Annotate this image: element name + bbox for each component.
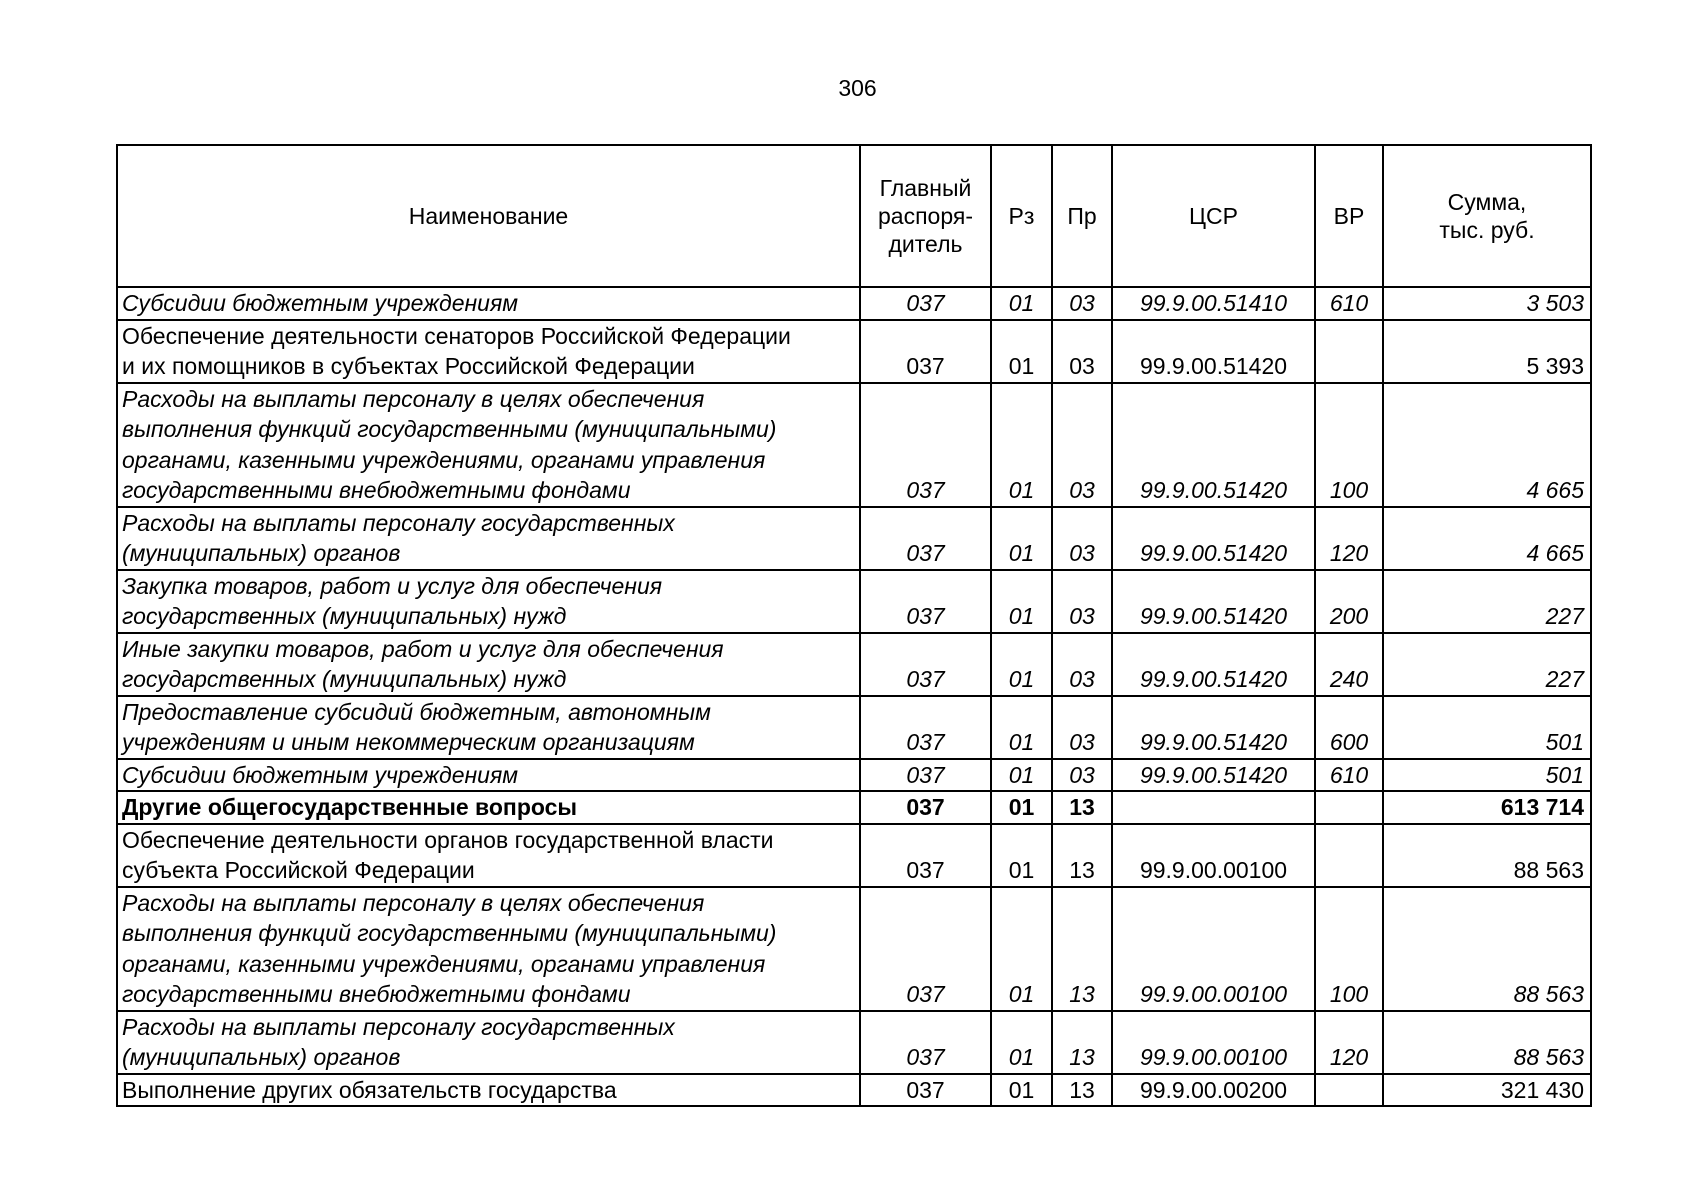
cell-csr: 99.9.00.51420 — [1112, 383, 1315, 507]
cell-gr: 037 — [860, 633, 991, 696]
cell-rz: 01 — [991, 1074, 1052, 1107]
header-row — [117, 145, 1591, 287]
cell-gr: 037 — [860, 791, 991, 824]
cell-name — [117, 320, 860, 383]
header-rz: Рз — [991, 145, 1052, 287]
cell-name-line: Другие общегосударственные вопросы — [122, 794, 578, 820]
cell-gr: 037 — [860, 383, 991, 507]
cell-name — [117, 507, 860, 570]
cell-rz: 01 — [991, 507, 1052, 570]
cell-csr: 99.9.00.51420 — [1112, 759, 1315, 792]
cell-sum: 88 563 — [1383, 1011, 1591, 1074]
cell-pr: 03 — [1052, 633, 1112, 696]
cell-rz: 01 — [991, 759, 1052, 792]
cell-name — [117, 383, 860, 507]
cell-name-line: Субсидии бюджетным учреждениям — [122, 761, 519, 788]
cell-rz: 01 — [991, 824, 1052, 887]
cell-gr: 037 — [860, 824, 991, 887]
cell-vr: 120 — [1315, 507, 1383, 570]
header-vr: ВР — [1315, 145, 1383, 287]
table-row — [117, 320, 1591, 383]
header-gr-line: Главный — [879, 175, 972, 201]
cell-name-line: Предоставление субсидий бюджетным, автономным — [122, 698, 711, 725]
cell-name-line: учреждениям и иным некоммерческим организациям — [122, 729, 695, 755]
cell-name-line: Расходы на выплаты персоналу в целях обеспечения — [122, 385, 705, 412]
cell-name-line: субъекта Российской Федерации — [122, 857, 475, 883]
cell-name — [117, 1074, 860, 1107]
cell-name-line: и их помощников в субъектах Российской Федерации — [122, 353, 695, 379]
cell-pr: 03 — [1052, 320, 1112, 383]
table-row — [117, 887, 1591, 1011]
cell-pr: 03 — [1052, 759, 1112, 792]
cell-gr: 037 — [860, 287, 991, 320]
cell-pr: 03 — [1052, 383, 1112, 507]
cell-name-line: государственных (муниципальных) нужд — [122, 603, 567, 629]
cell-name-line: Обеспечение деятельности органов государственной власти — [122, 826, 774, 853]
header-sum-line: Сумма, — [1447, 189, 1527, 215]
cell-gr: 037 — [860, 759, 991, 792]
cell-csr: 99.9.00.00100 — [1112, 1011, 1315, 1074]
table-body — [117, 287, 1591, 1106]
cell-rz: 01 — [991, 287, 1052, 320]
cell-csr — [1112, 791, 1315, 824]
cell-gr: 037 — [860, 570, 991, 633]
cell-sum: 501 — [1383, 759, 1591, 792]
cell-sum: 4 665 — [1383, 507, 1591, 570]
cell-sum: 5 393 — [1383, 320, 1591, 383]
table-row — [117, 383, 1591, 507]
cell-sum: 88 563 — [1383, 824, 1591, 887]
cell-pr: 03 — [1052, 507, 1112, 570]
cell-vr — [1315, 791, 1383, 824]
cell-sum: 321 430 — [1383, 1074, 1591, 1107]
cell-name-line: органами, казенными учреждениями, органами управления — [122, 950, 766, 977]
cell-gr: 037 — [860, 320, 991, 383]
header-sum-line: тыс. руб. — [1439, 217, 1535, 243]
cell-vr — [1315, 1074, 1383, 1107]
cell-rz: 01 — [991, 1011, 1052, 1074]
cell-vr: 200 — [1315, 570, 1383, 633]
cell-name-line: Закупка товаров, работ и услуг для обеспечения — [122, 572, 663, 599]
page-number: 306 — [838, 75, 877, 101]
cell-rz: 01 — [991, 320, 1052, 383]
table-row — [117, 1074, 1591, 1107]
table-row — [117, 696, 1591, 759]
cell-gr: 037 — [860, 1074, 991, 1107]
cell-name-line: выполнения функций государственными (муниципальными) — [122, 416, 777, 442]
cell-pr: 03 — [1052, 696, 1112, 759]
cell-vr: 610 — [1315, 759, 1383, 792]
cell-rz: 01 — [991, 383, 1052, 507]
cell-sum: 501 — [1383, 696, 1591, 759]
cell-name-line: государственных (муниципальных) нужд — [122, 666, 567, 692]
cell-sum: 3 503 — [1383, 287, 1591, 320]
table-row — [117, 791, 1591, 824]
cell-name-line: Выполнение других обязательств государства — [122, 1076, 617, 1103]
cell-name-line: Обеспечение деятельности сенаторов Российской Федерации — [122, 322, 791, 349]
cell-name — [117, 824, 860, 887]
cell-vr: 600 — [1315, 696, 1383, 759]
cell-csr: 99.9.00.00100 — [1112, 824, 1315, 887]
cell-csr: 99.9.00.51420 — [1112, 570, 1315, 633]
header-gr-line: распоря- — [878, 203, 973, 229]
table-row — [117, 287, 1591, 320]
cell-pr: 03 — [1052, 287, 1112, 320]
cell-gr: 037 — [860, 1011, 991, 1074]
cell-rz: 01 — [991, 633, 1052, 696]
cell-name-line: органами, казенными учреждениями, органами управления — [122, 446, 766, 473]
header-csr: ЦСР — [1112, 145, 1315, 287]
cell-csr: 99.9.00.51410 — [1112, 287, 1315, 320]
cell-rz: 01 — [991, 887, 1052, 1011]
cell-name — [117, 791, 860, 824]
cell-pr: 13 — [1052, 887, 1112, 1011]
cell-name — [117, 633, 860, 696]
cell-sum: 613 714 — [1383, 791, 1591, 824]
table-row — [117, 1011, 1591, 1074]
cell-vr: 240 — [1315, 633, 1383, 696]
header-gr — [860, 145, 991, 287]
table-row — [117, 824, 1591, 887]
cell-name — [117, 570, 860, 633]
cell-name-line: Расходы на выплаты персоналу государственных — [122, 509, 675, 536]
cell-sum: 227 — [1383, 570, 1591, 633]
cell-name-line: Расходы на выплаты персоналу в целях обеспечения — [122, 889, 705, 916]
cell-gr: 037 — [860, 696, 991, 759]
cell-vr — [1315, 320, 1383, 383]
cell-csr: 99.9.00.51420 — [1112, 320, 1315, 383]
cell-name — [117, 759, 860, 792]
cell-name-line: государственными внебюджетными фондами — [122, 981, 631, 1007]
cell-vr: 610 — [1315, 287, 1383, 320]
cell-vr: 100 — [1315, 887, 1383, 1011]
table-row — [117, 570, 1591, 633]
table-row — [117, 507, 1591, 570]
cell-name-line: государственными внебюджетными фондами — [122, 477, 631, 503]
cell-csr: 99.9.00.00200 — [1112, 1074, 1315, 1107]
table-row — [117, 759, 1591, 792]
cell-csr: 99.9.00.00100 — [1112, 887, 1315, 1011]
header-gr-line: дитель — [888, 231, 963, 257]
cell-name — [117, 887, 860, 1011]
cell-name-line: Иные закупки товаров, работ и услуг для обеспечения — [122, 635, 724, 662]
cell-vr: 100 — [1315, 383, 1383, 507]
cell-name-line: (муниципальных) органов — [122, 540, 401, 566]
cell-name-line: (муниципальных) органов — [122, 1044, 401, 1070]
cell-name-line: Расходы на выплаты персоналу государственных — [122, 1013, 675, 1040]
table-row — [117, 633, 1591, 696]
cell-name — [117, 1011, 860, 1074]
header-pr: Пр — [1052, 145, 1112, 287]
cell-name-line: выполнения функций государственными (муниципальными) — [122, 920, 777, 946]
cell-gr: 037 — [860, 887, 991, 1011]
cell-name-line: Субсидии бюджетным учреждениям — [122, 290, 519, 316]
cell-gr: 037 — [860, 507, 991, 570]
cell-pr: 13 — [1052, 1074, 1112, 1107]
cell-csr: 99.9.00.51420 — [1112, 507, 1315, 570]
cell-pr: 03 — [1052, 570, 1112, 633]
cell-rz: 01 — [991, 570, 1052, 633]
cell-pr: 13 — [1052, 824, 1112, 887]
header-sum — [1383, 145, 1591, 287]
cell-pr: 13 — [1052, 1011, 1112, 1074]
cell-rz: 01 — [991, 696, 1052, 759]
budget-table — [116, 144, 1592, 1107]
cell-rz: 01 — [991, 791, 1052, 824]
cell-name — [117, 287, 860, 320]
cell-sum: 88 563 — [1383, 887, 1591, 1011]
header-name: Наименование — [117, 145, 860, 287]
cell-csr: 99.9.00.51420 — [1112, 633, 1315, 696]
cell-vr: 120 — [1315, 1011, 1383, 1074]
cell-csr: 99.9.00.51420 — [1112, 696, 1315, 759]
cell-sum: 4 665 — [1383, 383, 1591, 507]
cell-pr: 13 — [1052, 791, 1112, 824]
cell-name — [117, 696, 860, 759]
cell-sum: 227 — [1383, 633, 1591, 696]
cell-vr — [1315, 824, 1383, 887]
